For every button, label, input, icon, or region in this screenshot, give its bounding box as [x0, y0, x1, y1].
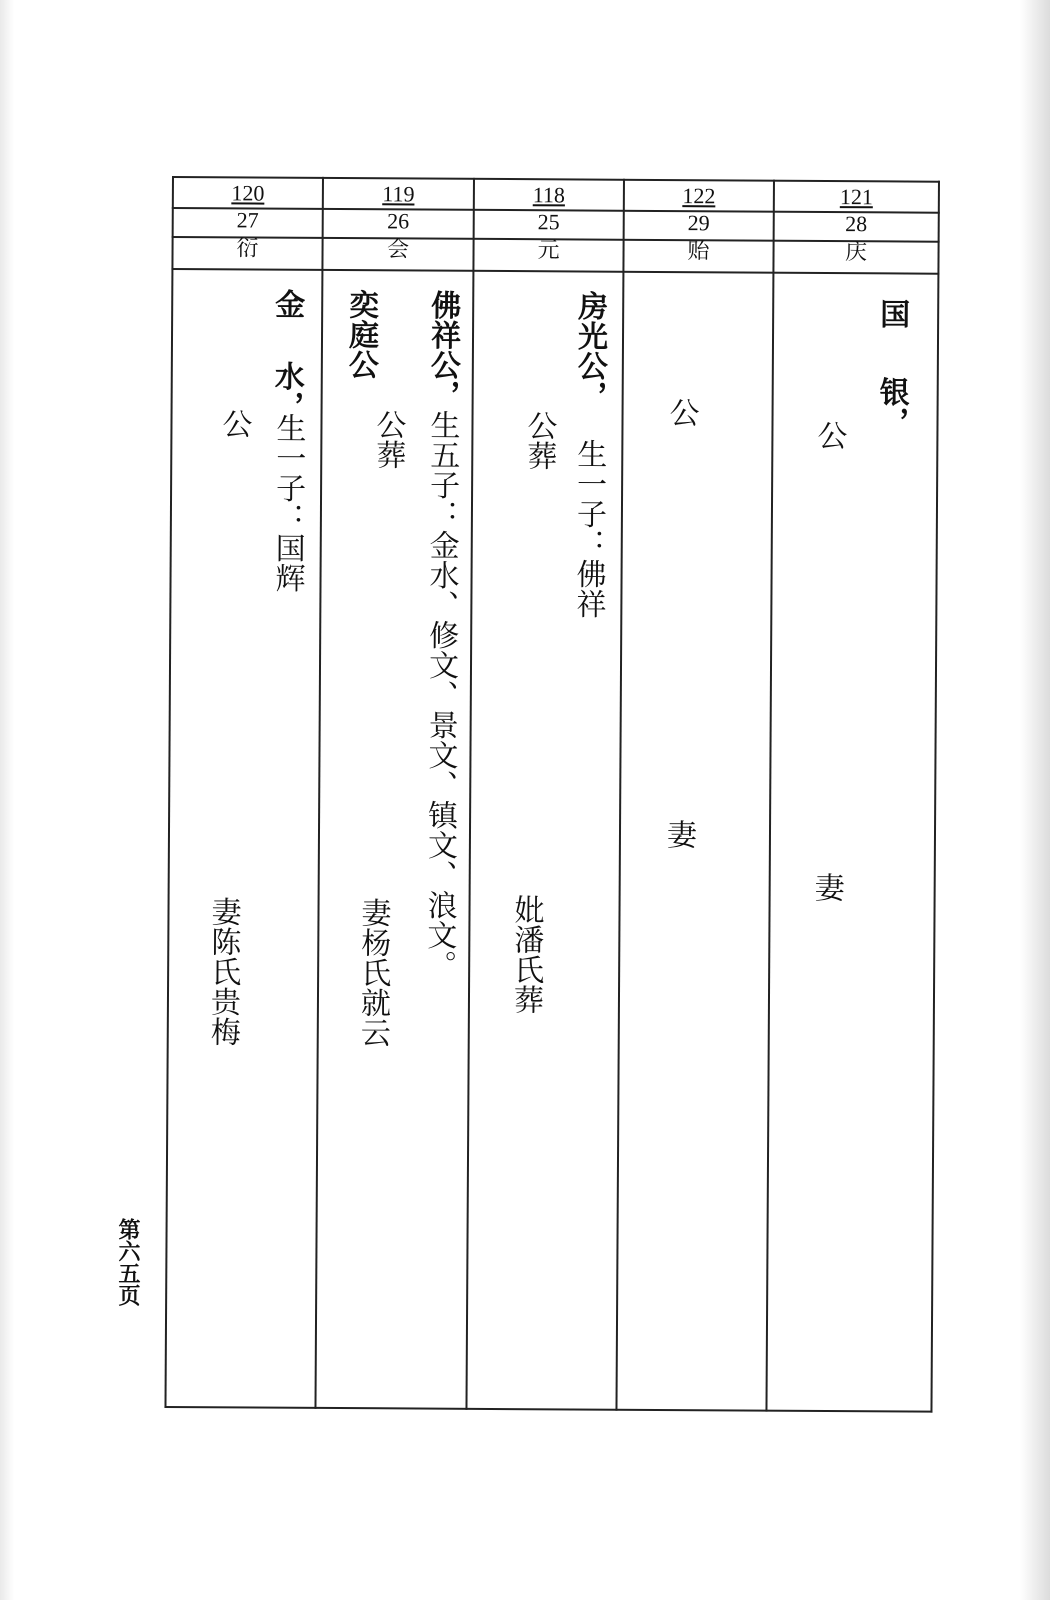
sequence-number: 26	[387, 208, 410, 234]
burial-line: 公葬	[370, 409, 406, 470]
sequence-number: 28	[845, 211, 868, 237]
generation-number: 119	[382, 181, 415, 207]
column-121	[765, 180, 940, 1413]
person-name: 房光公，	[571, 290, 608, 411]
generation-character: 会	[386, 237, 410, 263]
burial-line: 公	[216, 408, 252, 439]
sequence-number: 27	[236, 207, 259, 233]
sequence-number: 29	[687, 210, 710, 236]
spouse-line: 妻	[808, 871, 844, 903]
person-name-part-2: 水，	[268, 360, 304, 421]
burial-line: 公葬	[521, 410, 557, 471]
children-line: 生五子：金水、修文、景文、镇文、浪文。	[421, 409, 460, 980]
person-name: 佛祥公，	[424, 289, 461, 410]
generation-number: 121	[839, 184, 873, 210]
column-120	[164, 176, 322, 1409]
genealogy-table	[164, 176, 940, 1413]
generation-number: 120	[231, 180, 265, 206]
column-118	[465, 178, 623, 1411]
person-name: 奕庭公	[342, 289, 379, 380]
generation-character: 元	[537, 238, 560, 264]
children-line: 生一子：国辉	[269, 412, 306, 593]
burial-line: 公	[811, 419, 847, 451]
spouse-line: 妣潘氏葬	[507, 894, 544, 1015]
sequence-number: 25	[537, 209, 560, 235]
generation-number: 122	[682, 183, 716, 209]
person-name-part-1: 国	[874, 298, 910, 329]
burial-line: 公	[663, 397, 699, 428]
children-line: 生一子：佛祥	[570, 438, 607, 619]
generation-character: 衍	[236, 236, 259, 262]
generation-number: 118	[532, 182, 566, 208]
spouse-line: 妻杨氏就云	[354, 897, 391, 1048]
page-number: 第六五页	[115, 1218, 141, 1306]
spouse-line: 妻	[660, 818, 697, 850]
column-122	[615, 179, 773, 1412]
person-name-part-2: 银，	[873, 376, 909, 437]
person-name-part-1: 金	[269, 288, 305, 319]
generation-character: 贻	[687, 239, 710, 265]
spouse-line: 妻陈氏贵梅	[204, 896, 241, 1047]
column-119	[314, 177, 473, 1410]
generation-character: 庆	[844, 240, 868, 266]
